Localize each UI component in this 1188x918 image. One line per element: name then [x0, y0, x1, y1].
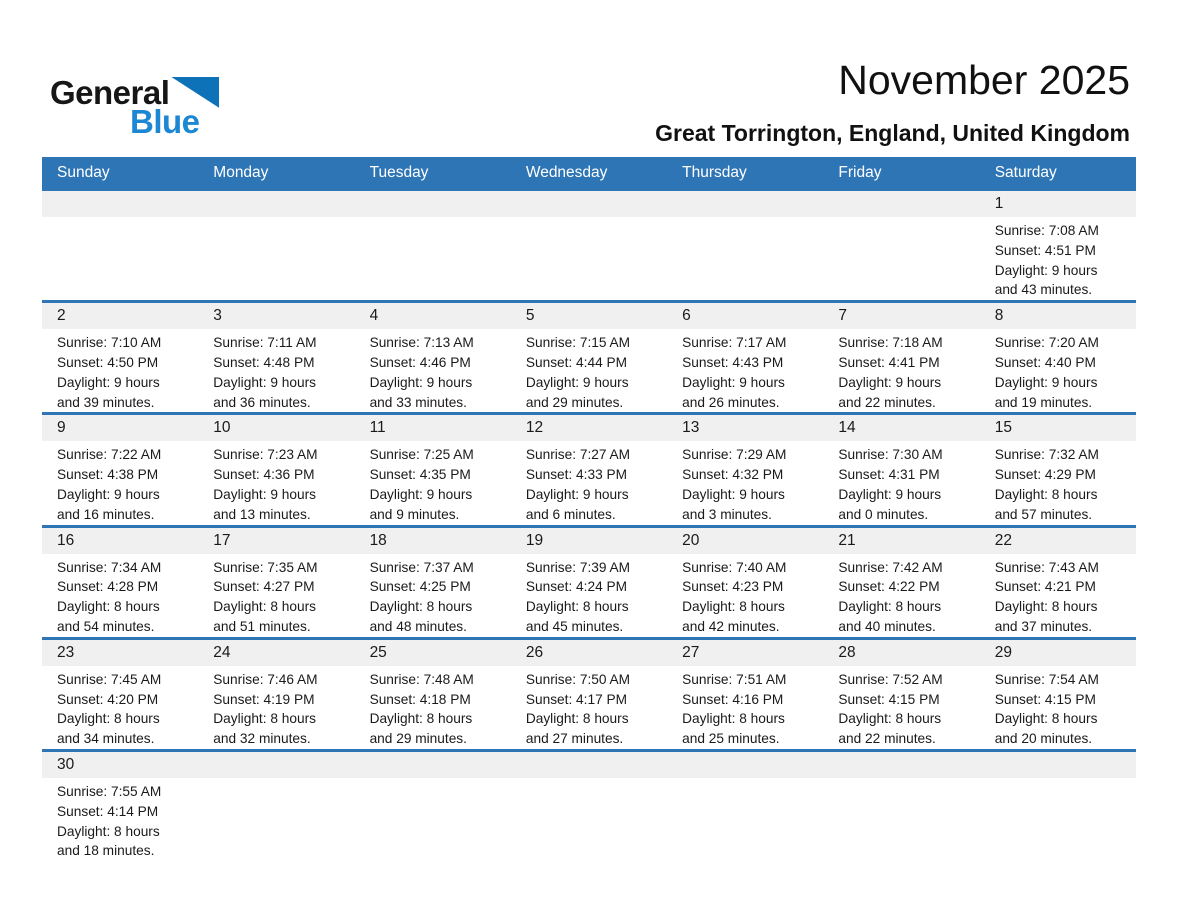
day-cell-6 [667, 303, 823, 412]
week-row [42, 525, 1136, 637]
empty-day-cell [355, 191, 511, 300]
daylight-text-line1: Daylight: 8 hours [994, 486, 1098, 502]
day-number: 20 [667, 528, 823, 554]
day-number: 12 [511, 415, 667, 441]
day-number: 28 [823, 640, 979, 666]
sunrise-text: Sunrise: 7:48 AM [369, 671, 474, 687]
daylight-text-line1: Daylight: 9 hours [994, 262, 1098, 278]
day-number: 30 [42, 752, 198, 778]
day-details [980, 554, 1136, 637]
week-row [42, 412, 1136, 524]
day-details [511, 666, 667, 749]
calendar-weeks [42, 188, 1136, 861]
daylight-text-line2: and 20 minutes. [994, 731, 1093, 747]
daylight-text-line2: and 29 minutes. [525, 394, 624, 410]
daylight-text-line2: and 6 minutes. [525, 506, 616, 522]
daylight-text-line1: Daylight: 8 hours [57, 711, 160, 727]
daylight-text-line2: and 34 minutes. [57, 731, 155, 747]
sunrise-text: Sunrise: 7:17 AM [682, 335, 787, 351]
empty-day-cell [667, 752, 823, 861]
day-details [980, 441, 1136, 524]
daylight-text-line2: and 37 minutes. [994, 618, 1093, 634]
sunrise-text: Sunrise: 7:46 AM [213, 671, 318, 687]
day-number [355, 752, 511, 778]
sunrise-text: Sunrise: 7:27 AM [525, 447, 631, 463]
daylight-text-line2: and 16 minutes. [57, 506, 155, 522]
weekday-sunday: Sunday [57, 163, 110, 181]
daylight-text-line1: Daylight: 9 hours [682, 486, 785, 502]
sunrise-text: Sunrise: 7:11 AM [213, 335, 317, 351]
daylight-text-line1: Daylight: 8 hours [525, 599, 629, 615]
day-cell-2 [42, 303, 198, 412]
day-cell-26 [511, 640, 667, 749]
day-cell-25 [355, 640, 511, 749]
day-details [198, 554, 354, 637]
day-details [511, 329, 667, 412]
day-cell-4 [355, 303, 511, 412]
sunrise-text: Sunrise: 7:32 AM [994, 447, 1099, 463]
daylight-text-line2: and 0 minutes. [838, 506, 929, 522]
day-number [511, 191, 667, 217]
day-cell-5 [511, 303, 667, 412]
sunrise-text: Sunrise: 7:18 AM [838, 335, 943, 351]
sunset-text: Sunset: 4:20 PM [57, 691, 159, 707]
page-location: Great Torrington, England, United Kingdom [655, 120, 1130, 147]
day-cell-7 [823, 303, 979, 412]
weekday-wednesday: Wednesday [525, 163, 608, 181]
sunset-text: Sunset: 4:46 PM [369, 354, 471, 370]
empty-day-cell [823, 191, 979, 300]
sunrise-text: Sunrise: 7:50 AM [525, 671, 631, 687]
day-cell-12 [511, 415, 667, 524]
daylight-text-line2: and 33 minutes. [369, 394, 467, 410]
day-cell-15 [980, 415, 1136, 524]
sunrise-text: Sunrise: 7:22 AM [57, 447, 162, 463]
sunset-text: Sunset: 4:36 PM [213, 467, 315, 483]
sunset-text: Sunset: 4:35 PM [369, 467, 471, 483]
sunset-text: Sunset: 4:33 PM [525, 467, 628, 483]
day-details [42, 329, 198, 412]
daylight-text-line1: Daylight: 8 hours [57, 823, 160, 839]
day-number: 6 [667, 303, 823, 329]
day-number: 18 [355, 528, 511, 554]
sunrise-text: Sunrise: 7:37 AM [369, 559, 474, 575]
sunset-text: Sunset: 4:16 PM [682, 691, 784, 707]
day-cell-8 [980, 303, 1136, 412]
sunrise-text: Sunrise: 7:39 AM [525, 559, 631, 575]
day-cell-13 [667, 415, 823, 524]
daylight-text-line2: and 19 minutes. [994, 394, 1093, 410]
daylight-text-line1: Daylight: 8 hours [838, 711, 942, 727]
sunset-text: Sunset: 4:32 PM [682, 467, 784, 483]
day-number: 4 [355, 303, 511, 329]
day-cell-1 [980, 191, 1136, 300]
day-cell-18 [355, 528, 511, 637]
day-cell-23 [42, 640, 198, 749]
sunset-text: Sunset: 4:27 PM [213, 579, 315, 595]
weekday-saturday: Saturday [994, 163, 1057, 181]
day-details [823, 554, 979, 637]
daylight-text-line1: Daylight: 9 hours [525, 374, 629, 390]
day-details [667, 329, 823, 412]
day-details [355, 441, 511, 524]
day-number: 17 [198, 528, 354, 554]
daylight-text-line2: and 51 minutes. [213, 618, 311, 634]
day-cell-10 [198, 415, 354, 524]
daylight-text-line1: Daylight: 8 hours [369, 711, 473, 727]
weekday-tuesday: Tuesday [369, 163, 429, 181]
empty-day-cell [511, 752, 667, 861]
day-details [980, 666, 1136, 749]
day-cell-11 [355, 415, 511, 524]
sunrise-text: Sunrise: 7:52 AM [838, 671, 943, 687]
daylight-text-line2: and 22 minutes. [838, 394, 936, 410]
day-cell-20 [667, 528, 823, 637]
sunset-text: Sunset: 4:18 PM [369, 691, 471, 707]
daylight-text-line2: and 48 minutes. [369, 618, 467, 634]
daylight-text-line1: Daylight: 9 hours [994, 374, 1098, 390]
day-details [355, 666, 511, 749]
day-cell-29 [980, 640, 1136, 749]
sunrise-text: Sunrise: 7:20 AM [994, 335, 1099, 351]
day-number: 24 [198, 640, 354, 666]
day-number: 1 [980, 191, 1136, 217]
sunset-text: Sunset: 4:31 PM [838, 467, 940, 483]
daylight-text-line1: Daylight: 9 hours [213, 374, 316, 390]
daylight-text-line1: Daylight: 9 hours [525, 486, 629, 502]
sunset-text: Sunset: 4:15 PM [994, 691, 1096, 707]
day-cell-28 [823, 640, 979, 749]
day-details [42, 554, 198, 637]
daylight-text-line2: and 36 minutes. [213, 394, 311, 410]
daylight-text-line1: Daylight: 9 hours [213, 486, 316, 502]
sunrise-text: Sunrise: 7:34 AM [57, 559, 162, 575]
daylight-text-line1: Daylight: 8 hours [213, 599, 316, 615]
daylight-text-line2: and 25 minutes. [682, 731, 780, 747]
sunset-text: Sunset: 4:41 PM [838, 354, 940, 370]
weekday-friday: Friday [838, 163, 882, 181]
sunset-text: Sunset: 4:48 PM [213, 354, 315, 370]
sunrise-text: Sunrise: 7:51 AM [682, 671, 787, 687]
daylight-text-line1: Daylight: 8 hours [213, 711, 316, 727]
daylight-text-line2: and 13 minutes. [213, 506, 311, 522]
day-number [198, 752, 354, 778]
sunset-text: Sunset: 4:50 PM [57, 354, 159, 370]
sunset-text: Sunset: 4:40 PM [994, 354, 1096, 370]
day-number: 8 [980, 303, 1136, 329]
day-details [667, 554, 823, 637]
sunset-text: Sunset: 4:19 PM [213, 691, 315, 707]
daylight-text-line2: and 43 minutes. [994, 282, 1093, 298]
daylight-text-line2: and 39 minutes. [57, 394, 155, 410]
day-number: 21 [823, 528, 979, 554]
logo-text-blue: Blue [130, 103, 200, 140]
daylight-text-line1: Daylight: 8 hours [57, 599, 160, 615]
sunrise-text: Sunrise: 7:23 AM [213, 447, 318, 463]
daylight-text-line1: Daylight: 9 hours [838, 486, 942, 502]
day-number: 16 [42, 528, 198, 554]
day-details [198, 329, 354, 412]
week-row [42, 749, 1136, 861]
week-row [42, 300, 1136, 412]
sunset-text: Sunset: 4:29 PM [994, 467, 1096, 483]
day-number: 15 [980, 415, 1136, 441]
day-cell-27 [667, 640, 823, 749]
daylight-text-line1: Daylight: 9 hours [57, 486, 160, 502]
sunset-text: Sunset: 4:22 PM [838, 579, 940, 595]
daylight-text-line1: Daylight: 8 hours [525, 711, 629, 727]
daylight-text-line1: Daylight: 9 hours [369, 374, 473, 390]
daylight-text-line2: and 40 minutes. [838, 618, 936, 634]
daylight-text-line2: and 26 minutes. [682, 394, 780, 410]
day-details [42, 666, 198, 749]
day-details [42, 441, 198, 524]
day-details [355, 554, 511, 637]
sunset-text: Sunset: 4:15 PM [838, 691, 940, 707]
daylight-text-line2: and 29 minutes. [369, 731, 467, 747]
sunset-text: Sunset: 4:24 PM [525, 579, 628, 595]
day-details [823, 441, 979, 524]
calendar [42, 157, 1136, 861]
day-details [42, 778, 198, 861]
day-details [667, 666, 823, 749]
daylight-text-line1: Daylight: 8 hours [682, 711, 785, 727]
sunset-text: Sunset: 4:51 PM [994, 242, 1096, 258]
sunset-text: Sunset: 4:28 PM [57, 579, 159, 595]
day-cell-21 [823, 528, 979, 637]
daylight-text-line2: and 54 minutes. [57, 618, 155, 634]
daylight-text-line2: and 45 minutes. [525, 618, 624, 634]
day-number: 14 [823, 415, 979, 441]
daylight-text-line2: and 18 minutes. [57, 843, 155, 859]
daylight-text-line1: Daylight: 8 hours [994, 599, 1098, 615]
daylight-text-line2: and 42 minutes. [682, 618, 780, 634]
day-details [511, 554, 667, 637]
sunrise-text: Sunrise: 7:15 AM [525, 335, 631, 351]
daylight-text-line1: Daylight: 9 hours [57, 374, 160, 390]
week-row [42, 188, 1136, 300]
sunset-text: Sunset: 4:23 PM [682, 579, 784, 595]
sunrise-text: Sunrise: 7:43 AM [994, 559, 1099, 575]
sunrise-text: Sunrise: 7:08 AM [994, 223, 1099, 238]
day-number [823, 191, 979, 217]
day-number: 7 [823, 303, 979, 329]
sunrise-text: Sunrise: 7:30 AM [838, 447, 943, 463]
daylight-text-line2: and 3 minutes. [682, 506, 772, 522]
sunrise-text: Sunrise: 7:45 AM [57, 671, 162, 687]
sunrise-text: Sunrise: 7:42 AM [838, 559, 943, 575]
day-details [667, 441, 823, 524]
day-number [511, 752, 667, 778]
day-cell-19 [511, 528, 667, 637]
week-row [42, 637, 1136, 749]
sunrise-text: Sunrise: 7:29 AM [682, 447, 787, 463]
day-details [355, 329, 511, 412]
daylight-text-line1: Daylight: 8 hours [838, 599, 942, 615]
day-number [198, 191, 354, 217]
day-number [355, 191, 511, 217]
sunrise-text: Sunrise: 7:25 AM [369, 447, 474, 463]
weekday-thursday: Thursday [682, 163, 747, 181]
empty-day-cell [355, 752, 511, 861]
daylight-text-line2: and 22 minutes. [838, 731, 936, 747]
day-number: 3 [198, 303, 354, 329]
daylight-text-line1: Daylight: 9 hours [682, 374, 785, 390]
day-details [198, 666, 354, 749]
day-number: 9 [42, 415, 198, 441]
sunrise-text: Sunrise: 7:54 AM [994, 671, 1099, 687]
day-cell-16 [42, 528, 198, 637]
logo-text-general: General [50, 74, 170, 111]
empty-day-cell [511, 191, 667, 300]
day-number: 26 [511, 640, 667, 666]
weekday-monday: Monday [213, 163, 269, 181]
day-cell-9 [42, 415, 198, 524]
day-details [198, 441, 354, 524]
day-cell-24 [198, 640, 354, 749]
day-number: 2 [42, 303, 198, 329]
day-cell-22 [980, 528, 1136, 637]
sunrise-text: Sunrise: 7:13 AM [369, 335, 474, 351]
sunset-text: Sunset: 4:14 PM [57, 803, 159, 819]
daylight-text-line1: Daylight: 8 hours [369, 599, 473, 615]
day-cell-17 [198, 528, 354, 637]
empty-day-cell [980, 752, 1136, 861]
sunset-text: Sunset: 4:17 PM [525, 691, 628, 707]
day-number: 29 [980, 640, 1136, 666]
sunrise-text: Sunrise: 7:10 AM [57, 335, 162, 351]
sunrise-text: Sunrise: 7:40 AM [682, 559, 787, 575]
day-number [823, 752, 979, 778]
sunset-text: Sunset: 4:43 PM [682, 354, 784, 370]
day-cell-14 [823, 415, 979, 524]
daylight-text-line1: Daylight: 9 hours [369, 486, 473, 502]
day-number: 25 [355, 640, 511, 666]
empty-day-cell [823, 752, 979, 861]
sunset-text: Sunset: 4:44 PM [525, 354, 628, 370]
day-number: 13 [667, 415, 823, 441]
empty-day-cell [42, 191, 198, 300]
day-details [823, 329, 979, 412]
daylight-text-line2: and 32 minutes. [213, 731, 311, 747]
sunrise-text: Sunrise: 7:55 AM [57, 783, 162, 799]
daylight-text-line2: and 9 minutes. [369, 506, 460, 522]
day-number: 27 [667, 640, 823, 666]
day-number [42, 191, 198, 217]
sunrise-text: Sunrise: 7:35 AM [213, 559, 318, 575]
sunset-text: Sunset: 4:21 PM [994, 579, 1096, 595]
empty-day-cell [198, 191, 354, 300]
day-details [823, 666, 979, 749]
daylight-text-line2: and 27 minutes. [525, 731, 624, 747]
day-cell-30 [42, 752, 198, 861]
day-number: 11 [355, 415, 511, 441]
daylight-text-line1: Daylight: 8 hours [682, 599, 785, 615]
day-number [667, 752, 823, 778]
day-cell-3 [198, 303, 354, 412]
day-details [511, 441, 667, 524]
daylight-text-line2: and 57 minutes. [994, 506, 1093, 522]
sunset-text: Sunset: 4:38 PM [57, 467, 159, 483]
general-blue-logo [50, 76, 219, 138]
day-number: 19 [511, 528, 667, 554]
page-title: November 2025 [838, 57, 1130, 103]
weekday-header-row [42, 157, 1136, 188]
day-details [980, 329, 1136, 412]
day-number [980, 752, 1136, 778]
daylight-text-line1: Daylight: 9 hours [838, 374, 942, 390]
empty-day-cell [667, 191, 823, 300]
day-number: 5 [511, 303, 667, 329]
day-details [980, 217, 1136, 300]
day-number: 22 [980, 528, 1136, 554]
daylight-text-line1: Daylight: 8 hours [994, 711, 1098, 727]
day-number [667, 191, 823, 217]
day-number: 10 [198, 415, 354, 441]
header [655, 58, 1130, 147]
day-number: 23 [42, 640, 198, 666]
sunset-text: Sunset: 4:25 PM [369, 579, 471, 595]
empty-day-cell [198, 752, 354, 861]
